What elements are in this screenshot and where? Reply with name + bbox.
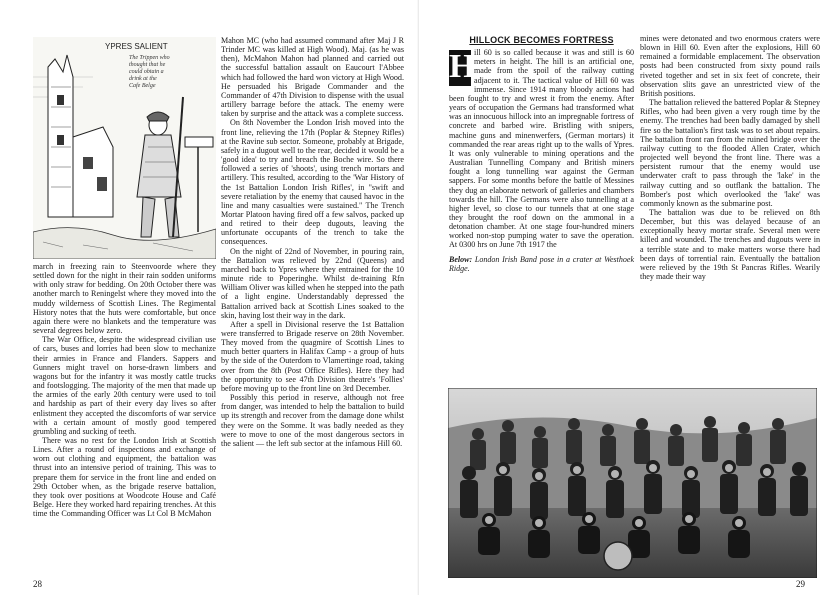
paragraph: The War Office, despite the widespread civilian use of cars, buses and lorries had been slow to mechanize their armies in France and Flanders. Sappers and Gunners might travel on horse-drawn limbers and wagons but for the infantry it was mostly cattle trucks and footslogging. The majority of the men that made up the armies of the early 20th century were used to toil and hardship as part of their every day lives so after enlistment they accepted the discomforts of war service with a certain amount of mostly good tempered grumbling and sucking of teeth. — [33, 335, 216, 436]
band-photo-image — [448, 388, 817, 578]
right-column-1 — [449, 36, 634, 273]
left-column-1 — [33, 262, 216, 518]
left-column-2 — [221, 36, 404, 448]
paragraph — [449, 48, 634, 249]
band-photograph — [448, 388, 817, 578]
right-column-2 — [640, 34, 820, 281]
sketch-handwriting: The Trippen who thought that he could obtain a drink at the Cafe Belge — [129, 55, 170, 89]
photo-caption — [449, 255, 634, 273]
paragraph: After a spell in Divisional reserve the 1st Battalion were transferred to Brigade reserve on 28th November. They moved from the quagmire of Scottish Lines to much better quarters in Halifax Camp - a group of huts by the side of the Outerdom to Vlamertinge road, taking over from the 8th (Post Office Rifles). Here they had the opportunity to see 47th Division theatre's 'Follies' before moving up to the front line on 3rd December. — [221, 319, 404, 393]
paragraph: Possibly this period in reserve, although not free from danger, was intended to help the battalion to build up its strength and recover from the damage done whilst they were on the Somme. It was badly needed as they were to move to one of the most dangerous sectors in the salient — the left sub sector at the infamous Hill 60. — [221, 393, 404, 448]
page-number: 28 — [33, 579, 42, 589]
paragraph-text: ill 60 is so called because it was and still is 60 meters in height. The hill is an artificial one, made from the spoil of the railway cutting adjacent to it. The tactical value of Hill 60 was immense. Since 1914 many bloody actions had been fought to try and wrest it from the enemy. After years of occupation the Germans had transformed what was an innocuous hillock into an impregnable fortress of concrete and barbed wire. Bristling with snipers, machine guns and minenwerfers, (German mortars) it commanded the rear areas right up to the walls of Ypres. It was only vulnerable to mining operations and the Australian Tunnelling Company and British miners fought a long tunnelling war against the German sappers. For some months before the battle of Messines they dug an elaborate network of galleries and chambers towards the hill. The Germans were also tunnelling at a higher level, so close to our tunnels that at one stage they brought the roof down on the ammonal in a detonation chamber. At one stage four-hundred miners worked non-stop pumping water to save the operation. At 0300 hrs on June 7th 1917 the — [449, 48, 634, 250]
paragraph: mines were detonated and two enormous craters were blown in Hill 60. Even after the explosions, Hill 60 remained a formidable emplacement. The observation posts had been constructed from sixty pound rails riveted together and set in six feet of concrete, their observation slits gave an unrestricted view of the British positions. — [640, 34, 820, 98]
paragraph: Mahon MC (who had assumed command after Maj J R Trinder MC was killed at High Wood). Maj. (as he was then), McMahon Mahon had planned and carried out the successful battalion assault on Eaucourt l'Abbee which had followed the hard won victory at High Wood. He persuaded his Brigade Commander and the Commander of 47th Division to dispense with the usual artillery barrage before the attack. The enemy were taken by surprise and the attack was a complete success. — [221, 36, 404, 119]
caption-text: London Irish Band pose in a crater at Westhoek Ridge. — [449, 254, 634, 273]
paragraph: The battalion was due to be relieved on 8th December, but this was delayed because of an exceptionally heavy mortar strafe. Several men were killed and wounded. The trenches and dugouts were in a terrible state and to make matters worse there had been days of torrential rain. Eventually the battalion were relieved by the 19th St Pancras Rifles. Wearily they made their way — [640, 207, 820, 282]
sketch-title: YPRES SALIENT — [105, 42, 168, 51]
paragraph: The battalion relieved the battered Poplar & Stepney Rifles, who had been given a very rough time by the enemy. The trenches had been badly damaged by shell fire so the battalion's first task was to set about repairs. The battalion front ran from the ruined bridge over the railway cutting to the flooded Allen Crater, which projected well beyond the front line. There was a persistent rumour that the enemy would use underwater craft to pass through the 'lake' in the railway cutting and so outflank the battalion. The Bomber's post which overlooked the 'lake' was commonly known as the submarine post. — [640, 98, 820, 208]
drop-cap: H — [449, 48, 476, 86]
section-headline: HILLOCK BECOMES FORTRESS — [469, 35, 614, 45]
paragraph: march in freezing rain to Steenvoorde where they settled down for the night in their rain sodden uniforms with only straw for bedding. On 20th October there was another march to Reningelst where they moved into the muddy wilderness of Scottish Lines. The Regimental History notes that the huts were comfortable, but once again there were no blankets and the temperature was several degrees below zero. — [33, 262, 216, 336]
paragraph: There was no rest for the London Irish at Scottish Lines. After a round of inspections and exchange of worn out clothing and equipment, the battalion was thrust into an intensive period of training. This was to prepare them for service in the front line and ended on 29th October when, as the brigade reserve battalion, they took over positions at Woodcote House and Café Belge. Here they worked hard repairing trenches. At this time the Commanding Officer was Lt Col B McMahon — [33, 435, 216, 519]
trench-cartoon-drawing — [33, 37, 216, 259]
paragraph: On 8th November the London Irish moved into the front line, relieving the 17th (Poplar & Stepney Rifles) at the Ravine sub sector. Someone, probably at Brigade, safely in a dugout well to the rear, decided it would be a 'good idea' to try and breach the Boche wire. So there followed a series of 'shoots', using trench mortars and artillery. This resulted, according to the 'War History of the 1st Battalion London Irish Rifles', in "swift and severe retaliation by the enemy that caused havoc in the line and many casualties were sustained." The Trench Mortar Platoon having fired off a few salvos, packed up and retired to their deep dugouts, leaving the unfortunate occupants of the trench to take the consequences. — [221, 118, 404, 247]
caption-lead: Below: — [449, 254, 473, 264]
paragraph: On the night of 22nd of November, in pouring rain, the Battalion was relieved by 22nd (Queens) and marched back to Ypres where they entrained for the 10 minute ride to Poperinghe. Whilst de-training Rfn William Oliver was killed when he stepped into the path of a light engine. Understandably depressed the Battalion arrived back at Scottish Lines soaked to the skin, having lost their way in the dark. — [221, 246, 404, 320]
page-number: 29 — [796, 579, 805, 589]
cartoon-sketch — [33, 37, 216, 259]
